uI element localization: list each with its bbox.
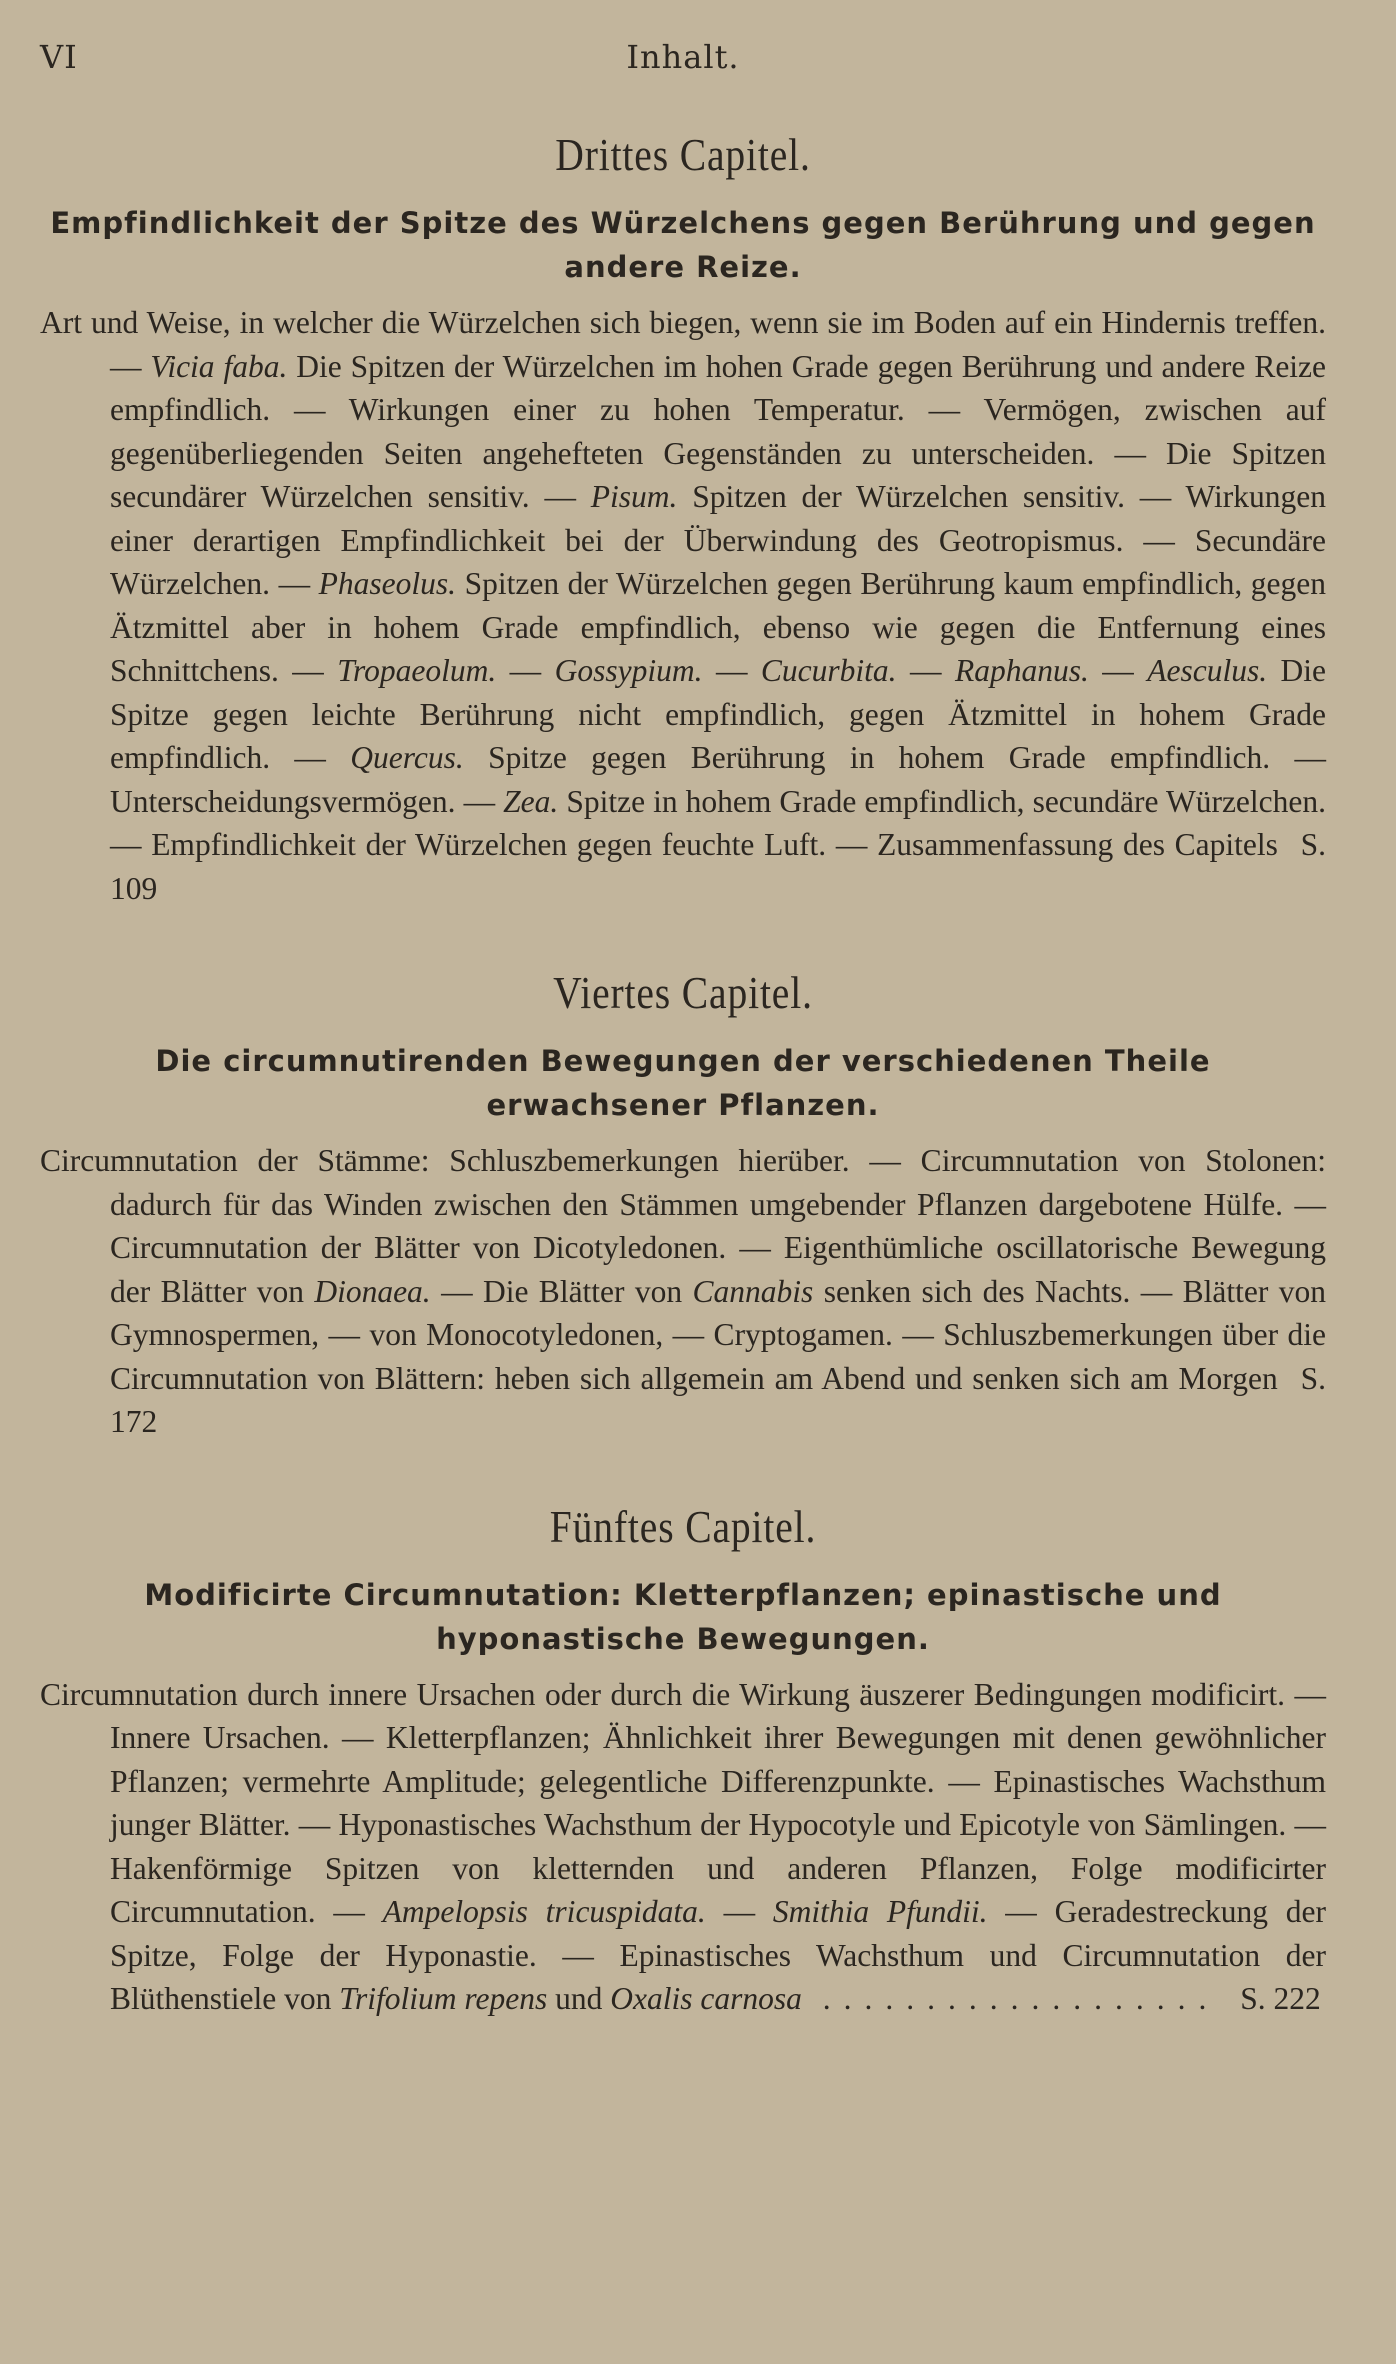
running-header — [40, 38, 1326, 82]
chapter-title: Fünftes Capitel. — [549, 1500, 817, 1552]
summary-text: — Die Blätter von — [430, 1273, 693, 1309]
chapter-entry — [40, 1500, 1326, 2021]
chapter-subtitle: Modificirte Circumnutation: Kletterpflanzen; epinastische und hyponastische Bewegungen. — [144, 1577, 1222, 1656]
italic-term: Cucurbita. — [760, 653, 897, 688]
summary-text: Spitzen der Würzelchen sensitiv. — Wirkungen einer derartigen Empfindlichkeit bei der Überwindung des Geotropismus. — Secundäre Würzelchen. — — [110, 479, 1326, 601]
running-title: Inhalt. — [626, 38, 740, 76]
summary-text: und — [547, 1981, 611, 2016]
italic-term: Pisum. — [590, 479, 678, 514]
summary-text: — — [496, 653, 555, 688]
summary-text: Spitze gegen Berührung in hohem Grade empfindlich. — Unterscheidungsvermögen. — — [110, 740, 1326, 819]
summary-text: Art und Weise, in welcher die Würzelchen sich biegen, wenn sie im Boden auf ein Hindernis treffen. — — [40, 305, 1326, 384]
chapter-title: Viertes Capitel. — [553, 967, 813, 1018]
page-reference: S. 222 — [1240, 1981, 1321, 2016]
summary-text: Circumnutation durch innere Ursachen oder durch die Wirkung äuszerer Bedingungen modificirt. — Innere Ursachen. — Kletterpflanzen; Ähnlichkeit ihrer Bewegungen mit denen gewöhnlicher Pflanzen; vermehrte Amplitude; gelegentliche Differenzpunkte. — Epinastisches Wachsthum junger Blätter. — Hyponastisches Wachsthum der Hypocotyle und Epicotyle von Sämlingen. — Hakenförmige Spitzen von kletternden und anderen Pflanzen, Folge modificirter Circumnutation. — — [40, 1676, 1326, 1929]
page-reference: S. 172 — [110, 1360, 1327, 1439]
chapter-summary — [40, 1673, 1326, 2021]
chapter-subtitle: Die circumnutirenden Bewegungen der verschiedenen Theile erwachsener Pflanzen. — [155, 1044, 1211, 1122]
italic-term: Tropaeolum. — [337, 653, 497, 688]
italic-term: Zea. — [503, 783, 559, 819]
chapter-subtitle: Empfindlichkeit der Spitze des Würzelchens gegen Berührung und gegen andere Reize. — [50, 206, 1316, 284]
italic-term: Phaseolus. — [318, 566, 457, 601]
italic-term: Quercus. — [350, 740, 464, 775]
summary-text: Die Spitzen der Würzelchen im hohen Grade gegen Berührung und andere Reize empfindlich. — Wirkungen einer zu hohen Temperatur. — Vermögen, zwischen auf gegenüberliegenden Seiten angehefteten Gegenständen zu unterscheiden. — Die Spitzen secundärer Würzelchen sensitiv. — — [110, 348, 1327, 514]
italic-term: Raphanus. — [954, 653, 1089, 688]
summary-text: Die Spitze gegen leichte Berührung nicht empfindlich, gegen Ätzmittel in hohem Grade empfindlich. — — [110, 653, 1327, 775]
summary-text: Spitze in hohem Grade empfindlich, secundäre Würzelchen. — Empfindlichkeit der Würzelchen gegen feuchte Luft. — Zusammenfassung des Capitels — [110, 783, 1326, 862]
leader-dots — [1278, 827, 1301, 862]
italic-term: Cannabis — [692, 1273, 814, 1309]
italic-term: Gossypium. — [554, 653, 703, 688]
page-reference: S. 109 — [110, 827, 1326, 906]
leader-dots: ................... — [801, 1981, 1241, 2016]
summary-text: Circumnutation der Stämme: Schluszbemerkungen hierüber. — Circumnutation von Stolonen: dadurch für das Winden zwischen den Stämmen umgebender Pflanzen dargebotene Hülfe. — Circumnutation der Blätter von Dicotyledonen. — Eigenthümliche oscillatorische Bewegung der Blätter von — [40, 1143, 1326, 1309]
summary-text: senken sich des Nachts. — Blätter von Gymnospermen, — von Monocotyledonen, — Cryptogamen. — Schluszbemerkungen über die Circumnutation von Blättern: heben sich allgemein am Abend und senken sich am Morgen — [110, 1273, 1326, 1396]
italic-term: Smithia Pfundii. — [772, 1894, 988, 1929]
summary-text: — — [1088, 653, 1148, 688]
italic-term: Aesculus. — [1147, 653, 1268, 688]
summary-text: Spitzen der Würzelchen gegen Berührung kaum empfindlich, gegen Ätzmittel aber in hohem Grade empfindlich, ebenso wie gegen die Entfernung eines Schnittchens. — — [110, 566, 1327, 688]
table-of-contents — [40, 128, 1326, 2021]
chapter-summary — [40, 1139, 1326, 1444]
chapter-entry — [40, 128, 1326, 910]
summary-text: — — [702, 653, 761, 688]
italic-term: Trifolium repens — [339, 1981, 548, 2016]
italic-term: Ampelopsis tricuspidata. — [382, 1894, 706, 1929]
chapter-title: Drittes Capitel. — [555, 129, 811, 180]
summary-text: — — [896, 653, 955, 688]
summary-text: — — [705, 1894, 773, 1929]
page-number: VI — [40, 38, 78, 76]
italic-term: Oxalis carnosa — [610, 1981, 802, 2016]
chapter-summary — [40, 301, 1326, 910]
summary-text: — Geradestreckung der Spitze, Folge der Hyponastie. — Epinastisches Wachsthum und Circumnutation der Blüthenstiele von — [110, 1894, 1326, 2016]
chapter-entry — [40, 966, 1326, 1444]
leader-dots — [1278, 1361, 1301, 1396]
italic-term: Dionaea. — [314, 1273, 431, 1309]
italic-term: Vicia faba. — [150, 348, 288, 384]
